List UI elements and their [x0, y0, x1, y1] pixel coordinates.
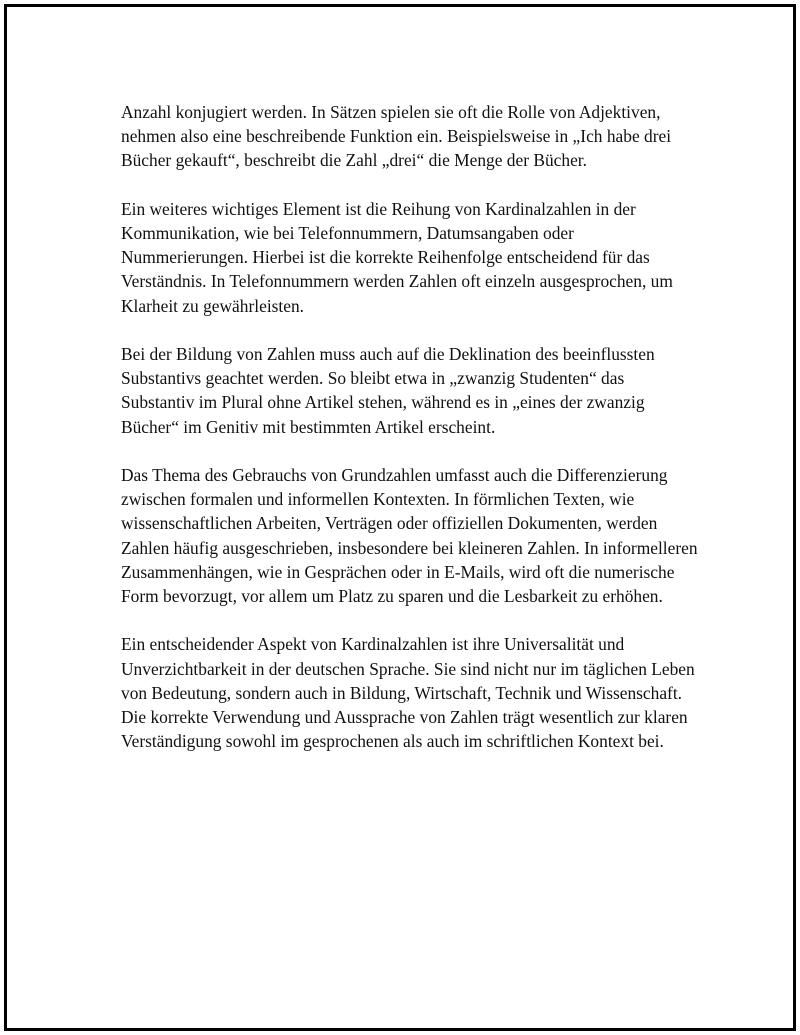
paragraph-1: Anzahl konjugiert werden. In Sätzen spielen sie oft die Rolle von Adjektiven, nehmen also eine beschreibende Funktion ein. Beispielsweise in „Ich habe drei Bücher gekauft“, beschreibt die Zahl „drei“ die Menge der Bücher.	[121, 102, 672, 171]
document-body	[121, 100, 701, 778]
paragraph-2: Ein weiteres wichtiges Element ist die Reihung von Kardinalzahlen in der Kommunikation, wie bei Telefonnummern, Datumsangaben oder Nummerierungen. Hierbei ist die korrekte Reihenfolge entscheidend für das Verständnis. In Telefonnummern werden Zahlen oft einzeln ausgesprochen, um Klarheit zu gewährleisten.	[121, 198, 673, 316]
paragraph-5: Ein entscheidender Aspekt von Kardinalzahlen ist ihre Universalität und Unverzichtbarkeit in der deutschen Sprache. Sie sind nicht nur im täglichen Leben von Bedeutung, sondern auch in Bildung, Wirtschaft, Technik und Wissenschaft. Die korrekte Verwendung und Aussprache von Zahlen trägt wesentlich zur klaren Verständigung sowohl im gesprochenen als auch im schriftlichen Kontext bei.	[121, 634, 695, 752]
paragraph-3: Bei der Bildung von Zahlen muss auch auf die Deklination des beeinflussten Substantivs geachtet werden. So bleibt etwa in „zwanzig Studenten“ das Substantiv im Plural ohne Artikel stehen, während es in „eines der zwanzig Bücher“ im Genitiv mit bestimmten Artikel erscheint.	[121, 344, 655, 437]
page-border	[4, 4, 796, 1031]
paragraph-4: Das Thema des Gebrauchs von Grundzahlen umfasst auch die Differenzierung zwischen formalen und informellen Kontexten. In förmlichen Texten, wie wissenschaftlichen Arbeiten, Verträgen oder offiziellen Dokumenten, werden Zahlen häufig ausgeschrieben, insbesondere bei kleineren Zahlen. In informelleren Zusammenhängen, wie in Gesprächen oder in E-Mails, wird oft die numerische Form bevorzugt, vor allem um Platz zu sparen und die Lesbarkeit zu erhöhen.	[121, 465, 698, 607]
